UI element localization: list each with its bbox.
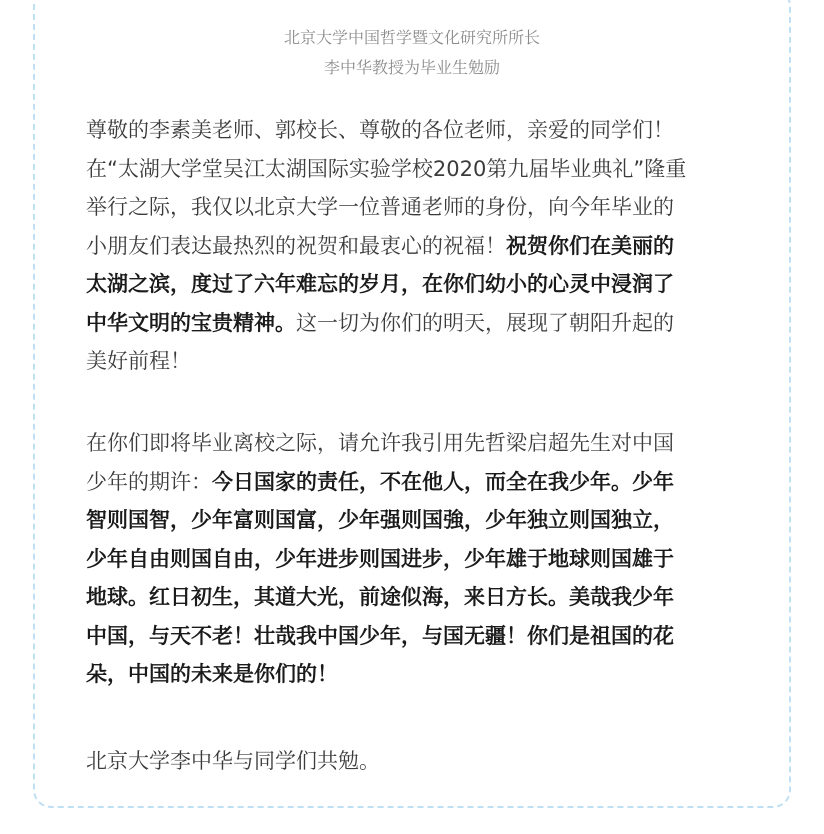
paragraph-quote bbox=[86, 424, 746, 694]
text-segment: 少年的期许： bbox=[86, 469, 212, 494]
text-line: 尊敬的李素美老师、郭校长、尊敬的各位老师，亲爱的同学们！ bbox=[86, 118, 674, 142]
paragraph-closing bbox=[86, 742, 746, 781]
bold-text-line: 中国，与天不老！壮哉我中国少年，与国无疆！你们是祖国的花 bbox=[86, 623, 674, 648]
author-title-line: 北京大学中国哲学暨文化研究所所长 bbox=[283, 28, 540, 47]
text-line: 在你们即将毕业离校之际，请允许我引用先哲梁启超先生对中国 bbox=[86, 431, 674, 455]
text-segment: 小朋友们表达最热烈的祝贺和最衷心的祝福！ bbox=[86, 233, 506, 258]
text-line: 美好前程！ bbox=[86, 349, 191, 373]
bold-text-line: 朵，中国的未来是你们的！ bbox=[86, 662, 338, 686]
bold-text-segment: 中华文明的宝贵精神。 bbox=[86, 310, 296, 335]
bold-text-line: 智则国智，少年富则国富，少年强则国強，少年独立则国独立， bbox=[86, 508, 674, 532]
text-line: 举行之际，我仅以北京大学一位普通老师的身份，向今年毕业的 bbox=[86, 195, 674, 219]
bold-text-line: 太湖之滨，度过了六年难忘的岁月，在你们幼小的心灵中浸润了 bbox=[86, 272, 674, 296]
text-line: 北京大学李中华与同学们共勉。 bbox=[86, 749, 380, 773]
bold-text-segment: 今日国家的责任，不在他人，而全在我少年。少年 bbox=[212, 469, 674, 494]
text-line bbox=[86, 304, 746, 343]
text-line bbox=[86, 463, 746, 502]
text-segment: 这一切为你们的明天，展现了朝阳升起的 bbox=[296, 310, 674, 335]
paragraph-greeting bbox=[86, 111, 746, 381]
bold-text-segment: 祝贺你们在美丽的 bbox=[506, 233, 674, 258]
bold-text-line: 少年自由则国自由，少年进步则国进步，少年雄于地球则国雄于 bbox=[86, 546, 674, 571]
author-name-line: 李中华教授为毕业生勉励 bbox=[323, 58, 500, 77]
text-line bbox=[86, 227, 746, 266]
bold-text-line: 地球。红日初生，其道大光，前途似海，来日方长。美哉我少年 bbox=[86, 585, 674, 609]
text-line: 在“太湖大学堂吴江太湖国际实验学校2020第九届毕业典礼”隆重 bbox=[86, 156, 687, 181]
